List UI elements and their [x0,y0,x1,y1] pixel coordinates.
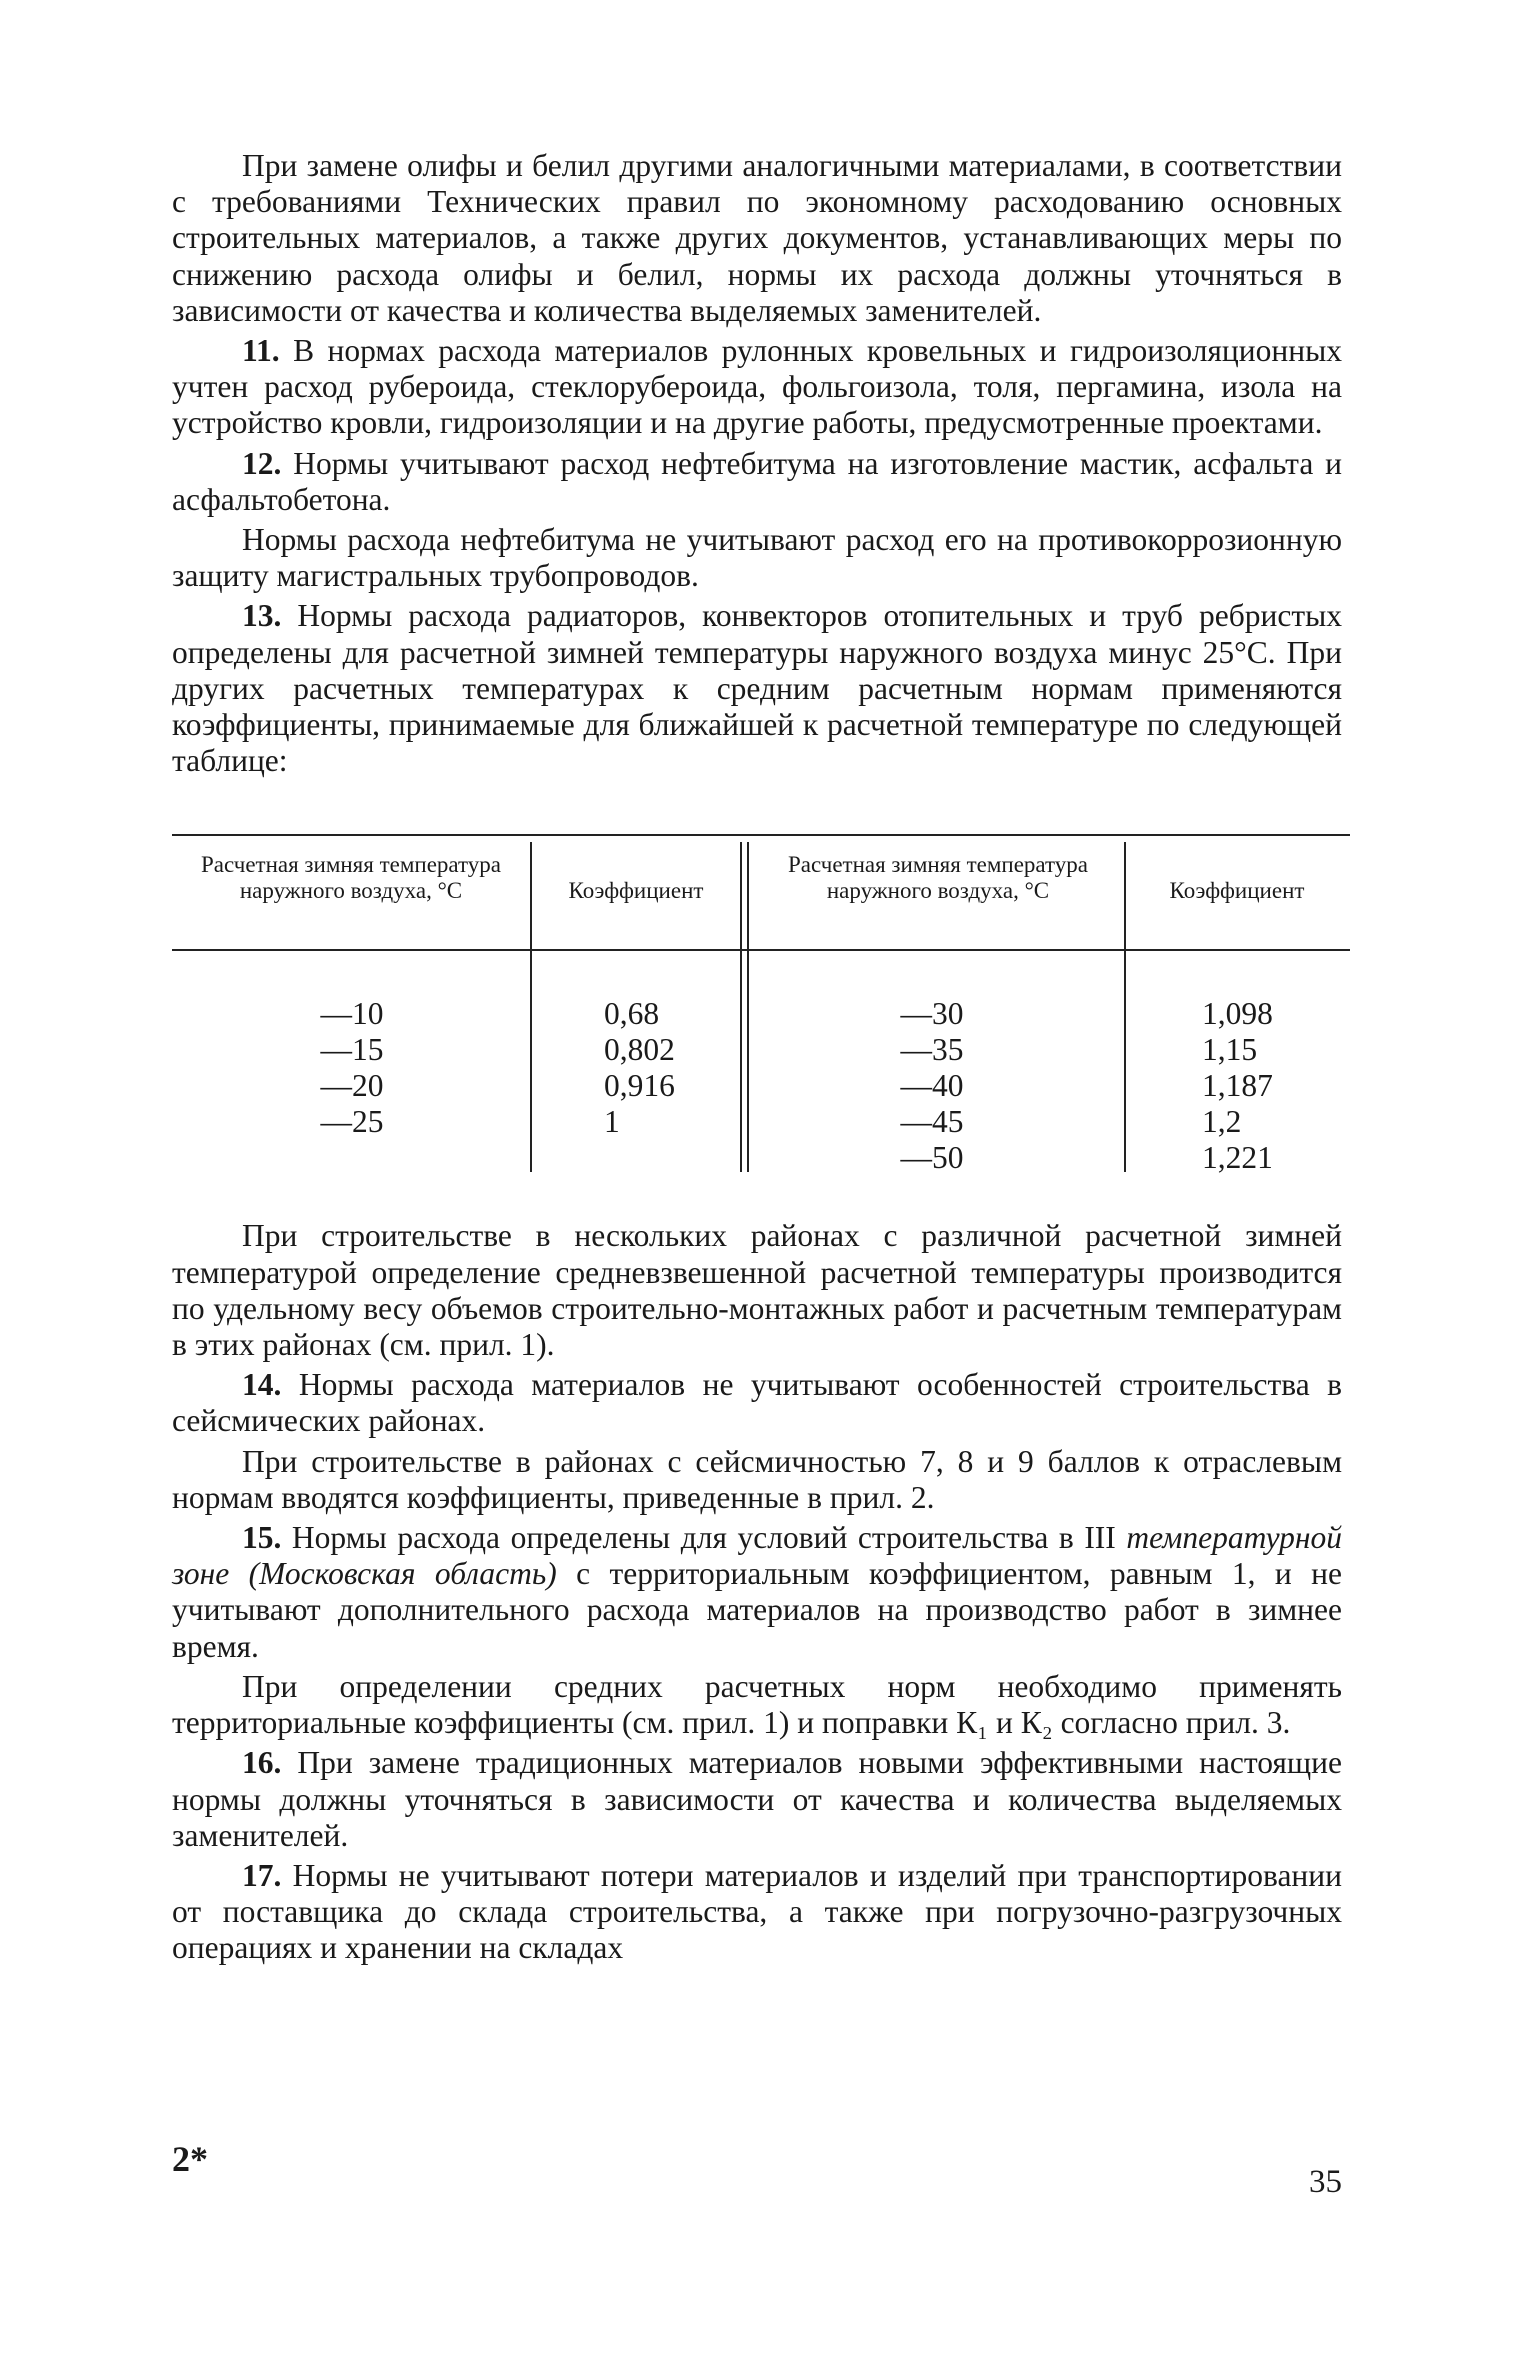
item-14 [172,1367,1342,1439]
item-number: 15. [242,1520,282,1556]
item-12-continuation: Нормы расхода нефтебитума не учитывают расход его на противокоррозионную защиту магистральных трубопроводов. [172,522,1342,594]
item-number: 12. [242,445,282,481]
item-12 [172,446,1342,518]
item-text: с территориальным коэффициентом, равным 1, и не учитывают дополнительного расхода материалов на производство работ в зимнее время. [172,1556,1342,1664]
item-17 [172,1858,1342,1967]
column-divider-double [747,842,749,1172]
table-cell: 0,916 [604,1068,675,1104]
item-text: Нормы расхода материалов не учитывают особенностей строительства в сейсмических районах. [172,1367,1342,1439]
table-cell: —20 [320,1068,384,1104]
table-cell: 1,2 [1202,1104,1242,1140]
table-cell: 0,802 [604,1032,675,1068]
header-coefficient-left: Коэффициент [568,878,704,904]
header-temperature-right: Расчетная зимняя температура наружного воздуха, °С [788,852,1088,904]
item-15 [172,1520,1342,1665]
column-divider-double [740,842,742,1172]
item-text-italic: температурной зоне (Московская область) [172,1520,1343,1592]
right-temperature-column [812,996,1052,1176]
coefficient-table [172,834,1350,1178]
item-13 [172,598,1342,779]
item-15-continuation: При определении средних расчетных норм необходимо применять территориальные коэффициенты (см. прил. 1) и поправки К₁ и К₂ согласно прил. 3. [172,1668,1342,1741]
header-temperature-left: Расчетная зимняя температура наружного воздуха, °С [201,852,501,904]
item-text: При замене традиционных материалов новыми эффективными настоящие нормы должны уточняться в зависимости от качества и количества выделяемых заменителей. [172,1745,1342,1853]
right-coefficient-column [1202,996,1332,1176]
table-cell: 1,187 [1202,1068,1273,1104]
page-number: 35 [1309,2164,1342,2200]
item-number: 17. [242,1857,282,1893]
table-cell: —50 [900,1140,964,1176]
signature-mark: 2* [172,2139,208,2179]
table-cell: 1,15 [1202,1032,1258,1068]
item-text: Нормы не учитывают потери материалов и изделий при транспортировании от поставщика до склада строительства, а также при погрузочно-разгрузочных операциях и хранении на складах [172,1857,1342,1966]
table-cell: 0,68 [604,996,660,1032]
item-text: Нормы расхода радиаторов, конвекторов отопительных и труб ребристых определены для расчетной зимней температуры наружного воздуха минус 25°С. При других расчетных температурах к средним расчетным нормам применяются коэффициенты, принимаемые для ближайшей к расчетной температуре по следующей таблице: [172,598,1342,779]
item-14-continuation: При строительстве в районах с сейсмичностью 7, 8 и 9 баллов к отраслевым нормам вводятся коэффициенты, приведенные в прил. 2. [172,1443,1342,1515]
item-16 [172,1745,1342,1854]
table-cell: 1 [604,1104,620,1140]
table-cell: —25 [320,1104,384,1140]
item-number: 16. [242,1745,282,1781]
item-text: Нормы расхода определены для условий строительства в III [291,1520,1127,1556]
document-page [172,148,1342,1967]
table-cell: —30 [900,996,964,1032]
table-header-rule [172,949,1350,951]
header-coefficient-right: Коэффициент [1169,878,1305,904]
item-13-continuation: При строительстве в нескольких районах с различной расчетной зимней температурой определение средневзвешенной расчетной температуры производится по удельному весу объемов строительно-монтажных работ и расчетным температурам в этих районах (см. прил. 1). [172,1218,1342,1363]
table-cell: —10 [320,996,384,1032]
item-number: 11. [242,333,280,369]
table-cell: 1,221 [1202,1140,1273,1176]
left-coefficient-column [604,996,734,1140]
table-cell: —35 [900,1032,964,1068]
item-text: Нормы учитывают расход нефтебитума на изготовление мастик, асфальта и асфальтобетона. [172,445,1343,517]
table-cell: 1,098 [1202,996,1273,1032]
item-text: В нормах расхода материалов рулонных кровельных и гидроизоляционных учтен расход рубероида, стеклорубероида, фольгоизола, толя, пергамина, изола на устройство кровли, гидроизоляции и на другие работы, предусмотренные проектами. [172,333,1343,441]
table-cell: —15 [320,1032,384,1068]
page-footer [172,2138,1342,2198]
item-number: 13. [242,598,282,634]
table-top-rule [172,834,1350,836]
intro-paragraph: При замене олифы и белил другими аналогичными материалами, в соответствии с требованиями Технических правил по экономному расходованию основных строительных материалов, а также других документов, устанавливающих меры по снижению расхода олифы и белил, нормы их расхода должны уточняться в зависимости от качества и количества выделяемых заменителей. [172,148,1342,328]
item-11 [172,333,1342,442]
table-cell: —45 [900,1104,964,1140]
left-temperature-column [232,996,472,1140]
table-cell: —40 [900,1068,964,1104]
item-number: 14. [242,1367,282,1403]
